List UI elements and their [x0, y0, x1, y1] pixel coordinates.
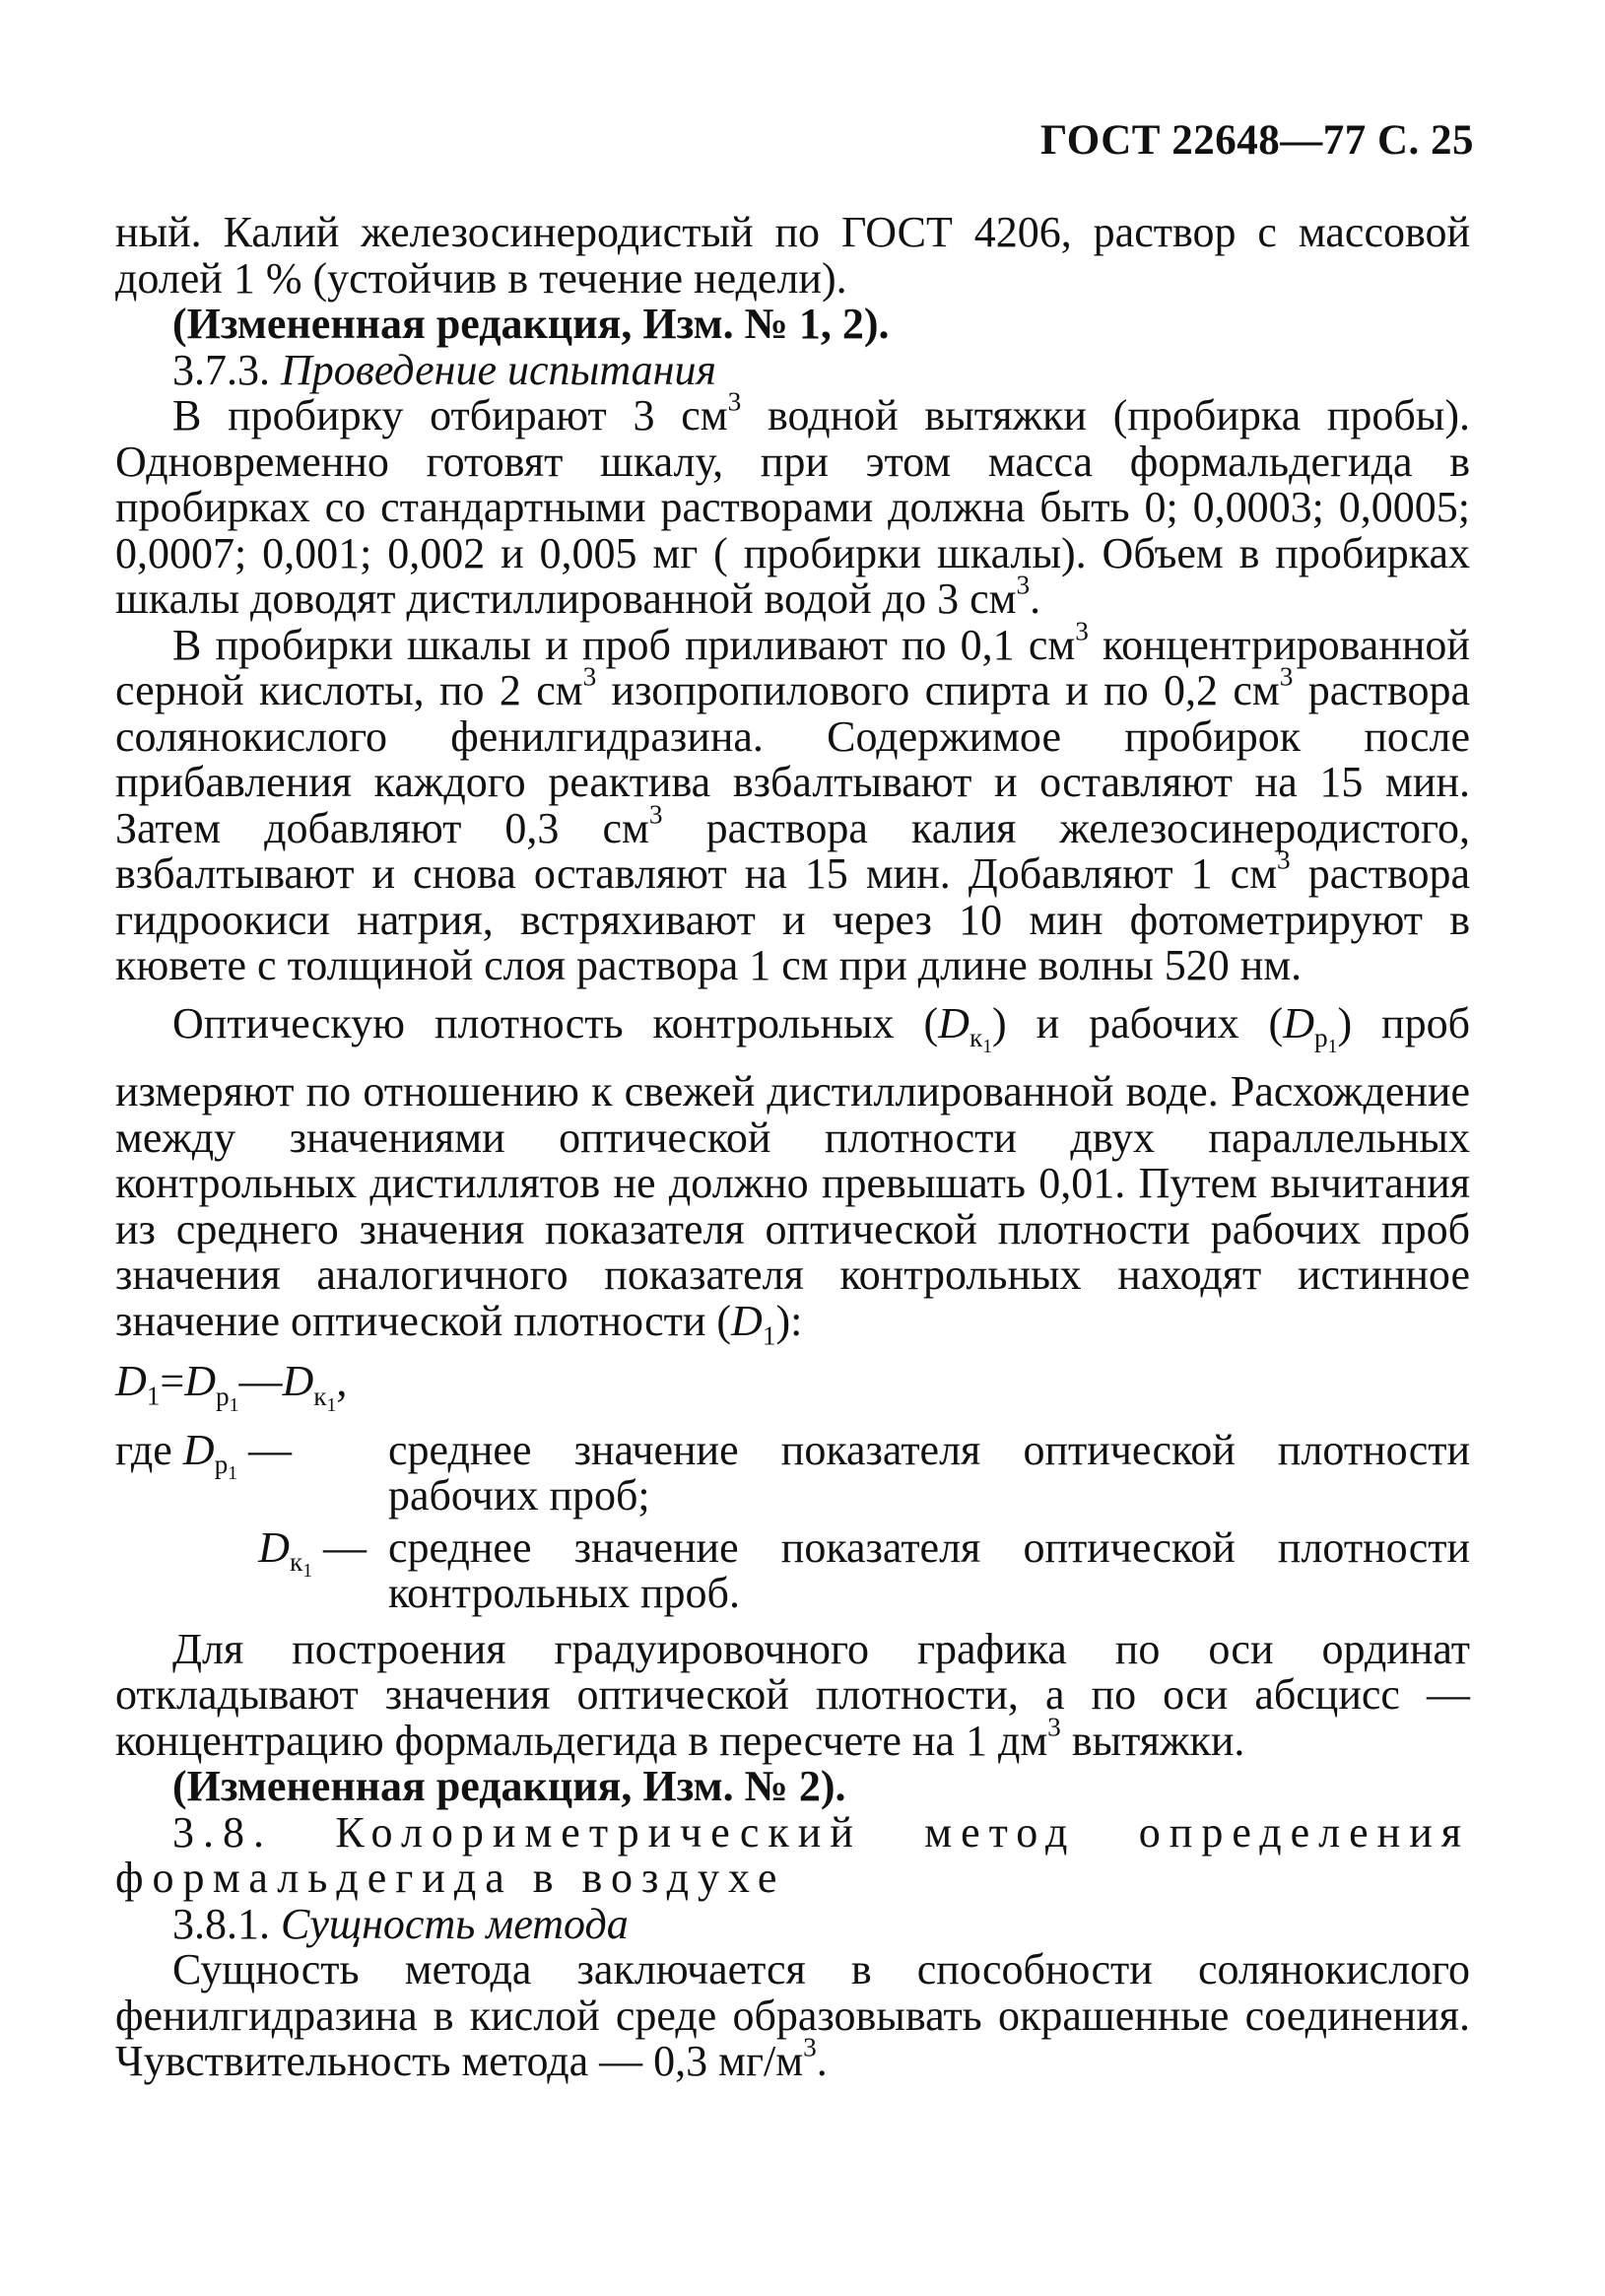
legend-where: где	[115, 1425, 172, 1474]
text-run: вытяжки.	[1060, 1716, 1245, 1765]
page-header: ГОСТ 22648—77 С. 25	[1039, 117, 1474, 164]
text-run: концентрированной серной кислоты, по 2 см	[115, 620, 1470, 714]
text-run: В пробирки шкалы и проб приливают по 0,1 см	[172, 620, 1076, 669]
amendment-note	[115, 1764, 1470, 1810]
formula-part: =	[160, 1356, 185, 1405]
paragraph	[115, 1624, 1470, 1765]
subscript: к	[969, 1023, 983, 1053]
text-run: раствора калия железосинеродистого, взбалтывают и снова оставляют на 15 мин. Добавляют 1 см	[115, 803, 1470, 898]
superscript: 3	[1277, 844, 1291, 875]
subscript: 1	[982, 1035, 993, 1057]
symbol-d: D	[258, 1522, 290, 1572]
legend-dash: —	[248, 1425, 293, 1474]
superscript: 3	[1047, 1712, 1061, 1742]
paragraph	[115, 989, 1470, 1359]
subscript: 1	[1327, 1035, 1338, 1057]
legend-dash: —	[323, 1522, 367, 1572]
legend-symbol	[115, 1425, 367, 1497]
superscript: 3	[648, 798, 663, 829]
text-run: Сущность метода заключается в способности солянокислого фенилгидразина в кислой среде образовывать окрашенные соединения. Чувствительность метода — 0,3 мг/м	[115, 1945, 1470, 2086]
formula-part: D	[282, 1356, 314, 1405]
section-title: Сущность метода	[281, 1899, 629, 1948]
symbol-d: D	[182, 1425, 215, 1474]
paragraph	[115, 1947, 1470, 2085]
superscript: 3	[582, 661, 597, 692]
formula-legend-item	[115, 1425, 1470, 1520]
document-body	[115, 210, 1470, 2085]
text-run: В пробирку отбирают 3 см	[172, 391, 728, 439]
subscript: 1	[326, 1393, 337, 1416]
section-title: Проведение испытания	[281, 345, 716, 394]
superscript: 3	[1279, 661, 1294, 692]
text-run: изопропилового спирта и по 0,2 см	[596, 666, 1280, 714]
text-run: водной вытяжки (пробирка пробы). Одновременно готовят шкалу, при этом масса формальдегида в пробирках со стандартными растворами должна быть 0; 0,0003; 0,0005; 0,0007; 0,001; 0,002 и 0,005 мг ( пробирки шкалы). Объем в пробирках шкалы доводят дистиллированной водой до 3 см	[115, 391, 1470, 623]
formula	[115, 1356, 1470, 1428]
symbol-d: D	[1283, 998, 1314, 1047]
amendment-note	[115, 302, 1470, 348]
superscript: 3	[1075, 615, 1089, 645]
symbol-d: D	[731, 1296, 763, 1345]
subscript: к	[289, 1547, 303, 1578]
text-run: ):	[775, 1296, 803, 1345]
formula-part: D	[115, 1356, 147, 1405]
legend-symbol	[115, 1522, 367, 1594]
text-run: .	[816, 2037, 828, 2086]
subscript: 1	[228, 1462, 238, 1485]
subscript: 1	[302, 1560, 312, 1583]
paragraph-text: ный. Калий железосинеродистый по ГОСТ 4206, раствор с массовой долей 1 % (устойчив в течение недели).	[115, 208, 1470, 303]
formula-part: ,	[336, 1356, 348, 1405]
section-number: 3.8.1.	[172, 1899, 270, 1948]
formula-part: —	[238, 1356, 283, 1405]
text-run: .	[1030, 574, 1041, 623]
amendment-text: (Измененная редакция, Изм. № 2).	[172, 1762, 846, 1811]
superscript: 3	[803, 2032, 817, 2062]
section-number: 3.7.3.	[172, 345, 270, 394]
paragraph	[115, 615, 1471, 989]
text-run: ) проб измеряют по отношению к свежей дистиллированной воде. Расхождение между значениями оптической плотности двух параллельных контрольных дистиллятов не должно превышать 0,01. Путем вычитания из среднего значения показателя оптической плотности рабочих проб значения аналогичного показателя контрольных находят истинное значение оптической плотности (	[115, 998, 1470, 1345]
text-run: раствора гидроокиси натрия, встряхивают и через 10 мин фотометрируют в кювете с толщиной слоя раствора 1 см при длине волны 520 нм.	[115, 849, 1470, 989]
subscript: 1	[762, 1320, 776, 1351]
text-run: ) и рабочих (	[992, 998, 1284, 1047]
text-run: Оптическую плотность контрольных (	[172, 998, 939, 1047]
formula-legend-item	[115, 1522, 1470, 1618]
superscript: 3	[1016, 570, 1031, 600]
paragraph	[115, 210, 1470, 302]
section-heading-3-8-1	[115, 1899, 1470, 1948]
symbol-d: D	[938, 998, 970, 1047]
subscript: 1	[229, 1393, 239, 1416]
subscript: р	[216, 1381, 230, 1411]
formula-part: D	[184, 1356, 217, 1405]
section-heading-3-8: 3.8. Колориметрический метод определения формальдегида в воздухе	[115, 1807, 1470, 1903]
subscript: р	[214, 1450, 229, 1480]
text-run: раствора солянокислого фенилгидразина. Содержимое пробирок после прибавления каждого реактива взбалтывают и оставляют на 15 мин. Затем добавляют 0,3 см	[115, 666, 1471, 852]
legend-text: среднее значение показателя оптической плотности контрольных проб.	[388, 1522, 1470, 1618]
legend-text: среднее значение показателя оптической плотности рабочих проб;	[388, 1425, 1470, 1520]
paragraph	[115, 386, 1470, 623]
amendment-text: (Измененная редакция, Изм. № 1, 2).	[172, 300, 890, 348]
superscript: 3	[727, 386, 742, 417]
text-run: Для построения градуировочного графика по оси ординат откладывают значения оптической плотности, а по оси абсцисс — концентрацию формальдегида в пересчете на 1 дм	[115, 1624, 1470, 1765]
subscript: р	[1313, 1023, 1328, 1053]
section-heading-3-7-3	[115, 345, 1470, 394]
subscript: 1	[146, 1381, 161, 1411]
subscript: к	[313, 1381, 327, 1411]
